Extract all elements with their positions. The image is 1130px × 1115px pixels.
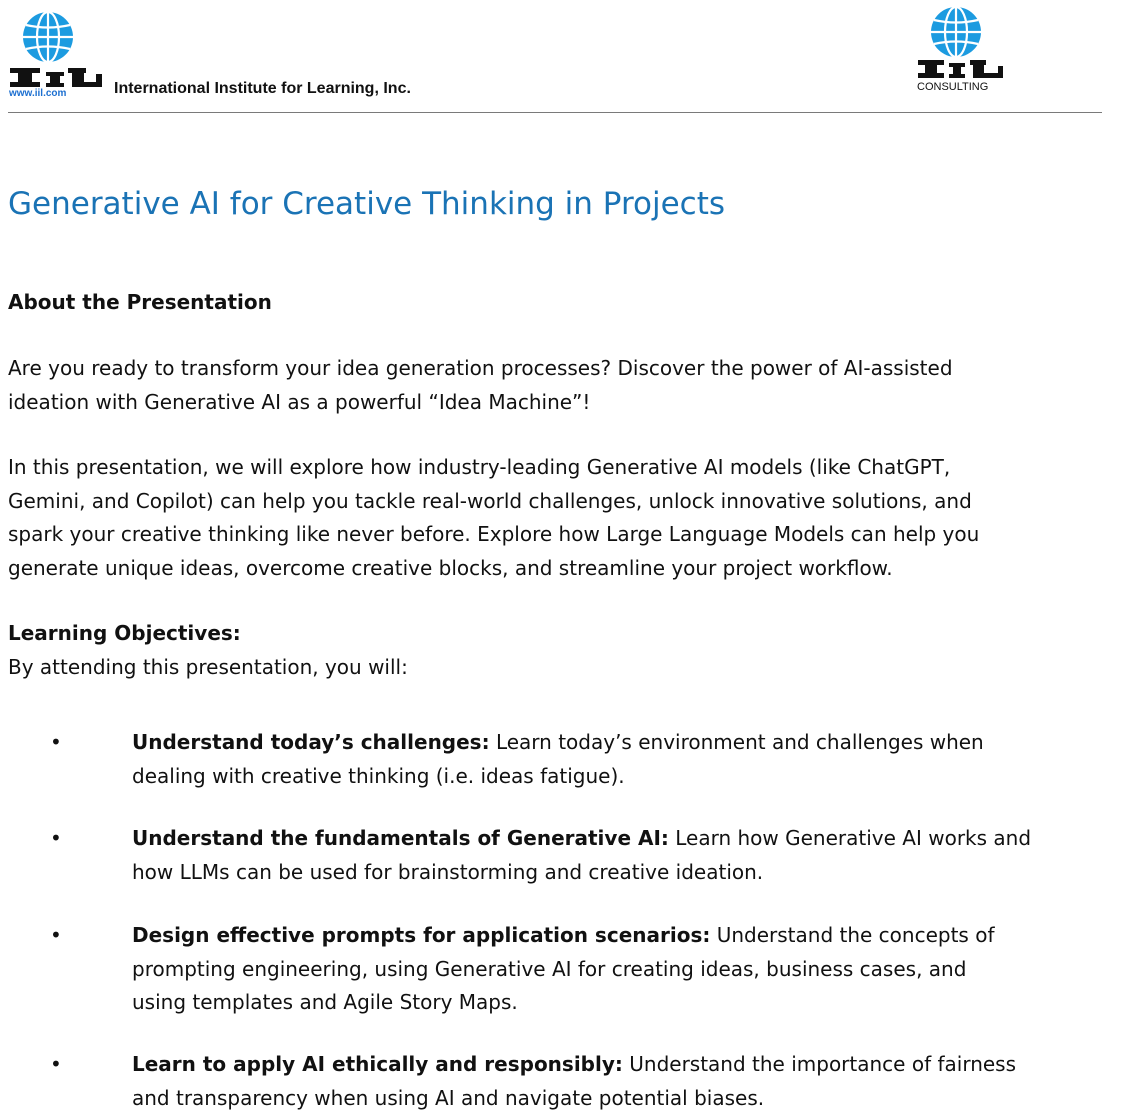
about-heading: About the Presentation <box>8 286 272 320</box>
objective-description: dealing with creative thinking (i.e. ideas fatigue). <box>132 760 1122 794</box>
intro-line: ideation with Generative AI as a powerful “Idea Machine”! <box>8 386 1118 420</box>
body-line: In this presentation, we will explore how industry-leading Generative AI models (like ChatGPT, <box>8 451 1118 485</box>
objective-description: and transparency when using AI and navigate potential biases. <box>132 1082 1122 1115</box>
header-divider <box>8 112 1102 113</box>
body-paragraph <box>8 451 1118 585</box>
body-line: spark your creative thinking like never before. Explore how Large Language Models can help you <box>8 518 1118 552</box>
globe-icon <box>931 7 981 57</box>
objective-text <box>132 1048 1122 1115</box>
objective-description: how LLMs can be used for brainstorming and creative ideation. <box>132 856 1122 890</box>
objective-description: Learn today’s environment and challenges when <box>490 730 984 754</box>
objective-text <box>132 726 1122 793</box>
bullet-icon: • <box>50 919 62 953</box>
objective-description: using templates and Agile Story Maps. <box>132 986 1122 1020</box>
body-line: generate unique ideas, overcome creative blocks, and streamline your project workflow. <box>8 552 1118 586</box>
globe-icon <box>23 12 73 62</box>
objective-description: Understand the concepts of <box>710 923 994 947</box>
logo-left-url: www.iil.com <box>8 88 67 98</box>
bullet-icon: • <box>50 1048 62 1082</box>
objective-description: Understand the importance of fairness <box>623 1052 1016 1076</box>
body-line: Gemini, and Copilot) can help you tackle real-world challenges, unlock innovative solutions, and <box>8 485 1118 519</box>
objective-description: prompting engineering, using Generative AI for creating ideas, business cases, and <box>132 953 1122 987</box>
logo-right-tag: CONSULTING <box>917 81 988 93</box>
objective-title: Understand today’s challenges: <box>132 730 490 754</box>
document-title: Generative AI for Creative Thinking in Projects <box>8 184 725 224</box>
objective-title: Understand the fundamentals of Generative AI: <box>132 826 669 850</box>
intro-line: Are you ready to transform your idea generation processes? Discover the power of AI-assisted <box>8 352 1118 386</box>
objective-title: Design effective prompts for application scenarios: <box>132 923 710 947</box>
bullet-icon: • <box>50 822 62 856</box>
iil-consulting-logo <box>914 6 1010 94</box>
objective-description: Learn how Generative AI works and <box>669 826 1031 850</box>
iil-logo <box>8 10 106 98</box>
objective-text <box>132 919 1122 1020</box>
objectives-intro-line: By attending this presentation, you will: <box>8 651 1118 685</box>
logo-left-letters <box>10 68 102 87</box>
objectives-intro <box>8 651 1118 685</box>
objective-title: Learn to apply AI ethically and responsibly: <box>132 1052 623 1076</box>
intro-paragraph <box>8 352 1118 419</box>
page-header <box>0 0 1130 120</box>
organization-name: International Institute for Learning, Inc. <box>114 80 411 98</box>
objective-text <box>132 822 1122 889</box>
logo-right-letters <box>918 60 1003 78</box>
bullet-icon: • <box>50 726 62 760</box>
objectives-heading: Learning Objectives: <box>8 617 241 651</box>
